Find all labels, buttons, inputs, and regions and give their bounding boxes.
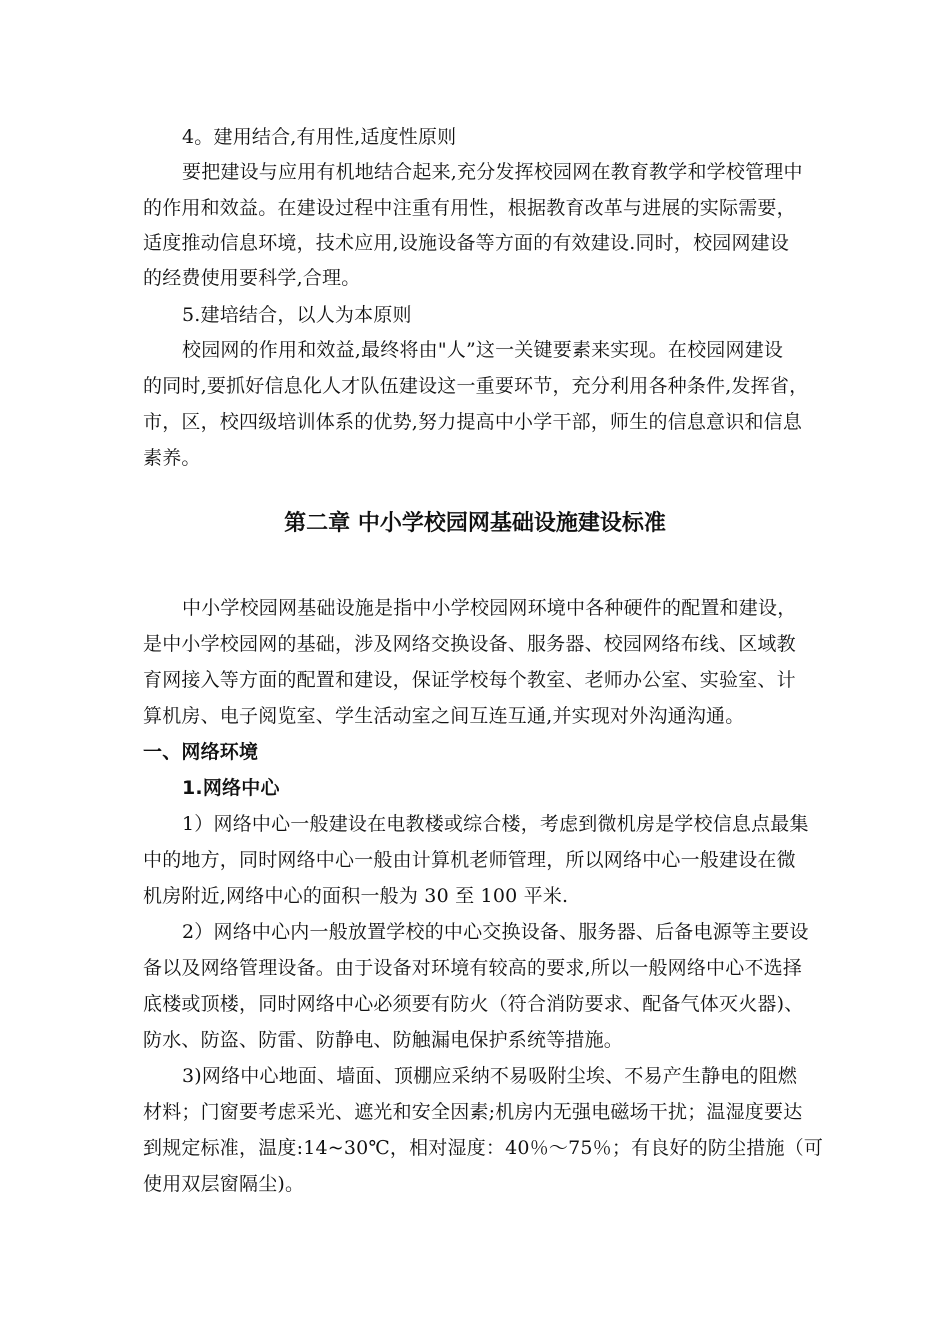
principle-4-heading: 4。建用结合,有用性,适度性原则 [182,126,457,148]
paragraph-line: 的作用和效益。在建设过程中注重有用性，根据教育改革与进展的实际需要， [143,197,796,219]
principle-5-heading: 5.建培结合，以人为本原则 [182,304,412,326]
paragraph-line: 的经费使用要科学,合理。 [143,267,361,289]
paragraph-line: 适度推动信息环境，技术应用,设施设备等方面的有效建设.同时，校园网建设 [143,232,790,254]
paragraph-line: 市，区，校四级培训体系的优势,努力提高中小学干部，师生的信息意识和信息 [143,411,803,433]
paragraph-line: 备以及网络管理设备。由于设备对环境有较高的要求,所以一般网络中心不选择 [143,957,803,979]
paragraph-line: 机房附近,网络中心的面积一般为 30 至 100 平米. [143,885,569,907]
subsection-heading: 1.网络中心 [182,777,280,799]
paragraph-line: 到规定标准，温度:14~30℃，相对湿度：40％～75％；有良好的防尘措施（可 [143,1137,824,1159]
paragraph-line: 算机房、电子阅览室、学生活动室之间互连互通,并实现对外沟通沟通。 [143,705,745,727]
paragraph-line: 3)网络中心地面、墙面、顶棚应采纳不易吸附尘埃、不易产生静电的阻燃 [182,1065,798,1087]
chapter-title: 第二章 中小学校园网基础设施建设标准 [284,511,666,536]
paragraph-line: 育网接入等方面的配置和建设，保证学校每个教室、老师办公室、实验室、计 [143,669,796,691]
paragraph-line: 的同时,要抓好信息化人才队伍建设这一重要环节，充分利用各种条件,发挥省， [143,375,809,397]
paragraph-line: 底楼或顶楼，同时网络中心必须要有防火（符合消防要求、配备气体灭火器)、 [143,993,804,1015]
paragraph-line: 1）网络中心一般建设在电教楼或综合楼，考虑到微机房是学校信息点最集 [182,813,809,835]
section-heading: 一、网络环境 [143,741,259,763]
paragraph-line: 校园网的作用和效益,最终将由"人”这一关键要素来实现。在校园网建设 [182,339,784,361]
paragraph-line: 中的地方，同时网络中心一般由计算机老师管理，所以网络中心一般建设在微 [143,849,796,871]
paragraph-line: 2）网络中心内一般放置学校的中心交换设备、服务器、后备电源等主要设 [182,921,809,943]
paragraph-line: 使用双层窗隔尘)。 [143,1173,305,1195]
paragraph-line: 要把建设与应用有机地结合起来,充分发挥校园网在教育教学和学校管理中 [182,161,803,183]
paragraph-line: 是中小学校园网的基础，涉及网络交换设备、服务器、校园网络布线、区域教 [143,633,796,655]
paragraph-line: 中小学校园网基础设施是指中小学校园网环境中各种硬件的配置和建设， [182,597,797,619]
paragraph-line: 材料；门窗要考虑采光、遮光和安全因素;机房内无强电磁场干扰；温湿度要达 [143,1101,803,1123]
paragraph-line: 防水、防盗、防雷、防静电、防触漏电保护系统等措施。 [143,1029,624,1051]
paragraph-line: 素养。 [143,447,201,469]
